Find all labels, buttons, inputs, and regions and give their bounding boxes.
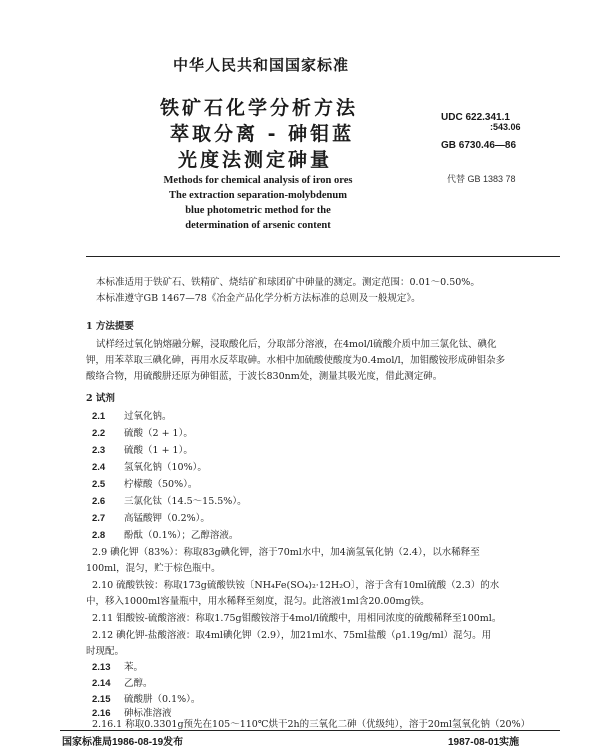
title-en-line3: blue photometric method for the [185, 205, 331, 216]
reagent-item [92, 493, 247, 507]
section-1-text: 试样经过氧化钠熔融分解，浸取酸化后，分取部分溶液，在4mol/l硫酸介质中加三氯化钛、碘化 [96, 339, 497, 350]
reagent-num: 2.3 [92, 445, 106, 456]
reagent-item-2-10: 2.10 硫酸铁铵：称取173g硫酸铁铵〔NH₄Fe(SO₄)₂·12H₂O〕，溶于含有10ml硫酸（2.3）的水 [92, 580, 500, 591]
reagent-item [92, 675, 153, 689]
footer-divider [60, 730, 560, 731]
section-2-heading: 2 试剂 [86, 393, 115, 404]
intro-scope: 本标准适用于铁矿石、铁精矿、烧结矿和球团矿中砷量的测定。测定范围：0.01～0.50%。 [96, 277, 480, 288]
section-1-text: 酸络合物，用硫酸肼还原为砷钼蓝，于波长830nm处，测量其吸光度，借此测定砷。 [86, 371, 443, 382]
reagent-num: 2.14 [92, 678, 111, 689]
section-1-heading: 1 方法提要 [86, 321, 134, 332]
reagent-item [92, 442, 193, 456]
reagent-text: 砷标准溶液 [124, 708, 172, 719]
title-cn-line3: 光度法测定砷量 [178, 149, 333, 171]
reagent-num: 2.13 [92, 662, 111, 673]
reagent-num: 2.6 [92, 496, 106, 507]
replaces-standard: 代替 GB 1383 78 [447, 174, 516, 184]
reagent-num: 2.7 [92, 513, 106, 524]
udc-code: UDC 622.341.1 [441, 112, 510, 123]
reagent-text: 硫酸（1 + 1）。 [124, 445, 193, 456]
title-cn-line1: 铁矿石化学分析方法 [160, 97, 359, 119]
reagent-item-2-11: 2.11 钼酸铵-硫酸溶液：称取1.75g钼酸铵溶于4mol/l硫酸中，用相同浓度的硫酸稀释至100ml。 [92, 613, 502, 624]
intro-compliance: 本标准遵守GB 1467—78《冶金产品化学分析方法标准的总则及一般规定》。 [96, 293, 421, 304]
reagent-num: 2.8 [92, 530, 106, 541]
reagent-text: 硫酸（2 + 1）。 [124, 428, 193, 439]
reagent-num: 2.16 [92, 708, 111, 719]
reagent-num: 2.15 [92, 694, 111, 705]
reagent-text: 三氯化钛（14.5～15.5%）。 [124, 496, 247, 507]
header-divider [86, 256, 560, 257]
reagent-item [92, 425, 193, 439]
reagent-item [92, 691, 200, 705]
reagent-item [92, 408, 172, 422]
issue-date: 国家标准局1986-08-19发布 [62, 737, 184, 748]
section-1-text: 钾，用苯萃取三碘化砷，再用水反萃取砷。水相中加硫酸使酸度为0.4mol/l，加钼酸铵形成砷钼杂多 [86, 355, 506, 366]
reagent-num: 2.2 [92, 428, 106, 439]
reagent-text: 乙醇。 [124, 678, 153, 689]
reagent-item-2-9-cont: 100ml，混匀，贮于棕色瓶中。 [86, 563, 221, 574]
reagent-text: 柠檬酸（50%）。 [124, 479, 198, 490]
reagent-num: 2.1 [92, 411, 106, 422]
reagent-num: 2.5 [92, 479, 106, 490]
title-en-line2: The extraction separation-molybdenum [169, 190, 347, 201]
reagent-item [92, 527, 238, 541]
reagent-num: 2.4 [92, 462, 106, 473]
reagent-item-2-12-cont: 时现配。 [86, 646, 125, 657]
title-cn-line2: 萃取分离 - 砷钼蓝 [170, 123, 355, 145]
udc-code-line2: :543.06 [490, 122, 521, 132]
reagent-item-2-9: 2.9 碘化钾（83%）：称取83g碘化钾，溶于70ml水中，加4滴氢氧化钠（2.4），以水稀释至 [92, 547, 480, 558]
reagent-item [92, 510, 210, 524]
national-standard-header: 中华人民共和国国家标准 [173, 56, 350, 74]
reagent-item [92, 659, 143, 673]
reagent-item [92, 459, 207, 473]
title-en-line4: determination of arsenic content [185, 220, 331, 231]
reagent-text: 过氧化钠。 [124, 411, 172, 422]
reagent-text: 氢氧化钠（10%）。 [124, 462, 207, 473]
reagent-item-2-10-cont: 中，移入1000ml容量瓶中，用水稀释至刻度，混匀。此溶液1ml含20.00mg铁。 [86, 596, 430, 607]
reagent-text: 苯。 [124, 662, 144, 673]
gb-number: GB 6730.46—86 [441, 140, 517, 151]
reagent-text: 硫酸肼（0.1%）。 [124, 694, 201, 705]
reagent-item-2-12: 2.12 碘化钾-盐酸溶液：取4ml碘化钾（2.9），加21ml水、75ml盐酸（ρ1.19g/ml）混匀。用 [92, 630, 492, 641]
reagent-text: 高锰酸钾（0.2%）。 [124, 513, 210, 524]
title-en-line1: Methods for chemical analysis of iron ores [163, 175, 353, 186]
reagent-item-2-16-1: 2.16.1 称取0.3301g预先在105～110℃烘干2h的三氧化二砷（优级纯），溶于20ml氢氧化钠（20%） [92, 719, 531, 730]
effective-date: 1987-08-01实施 [448, 737, 520, 748]
reagent-item [92, 476, 197, 490]
reagent-text: 酚酞（0.1%）；乙醇溶液。 [124, 530, 239, 541]
